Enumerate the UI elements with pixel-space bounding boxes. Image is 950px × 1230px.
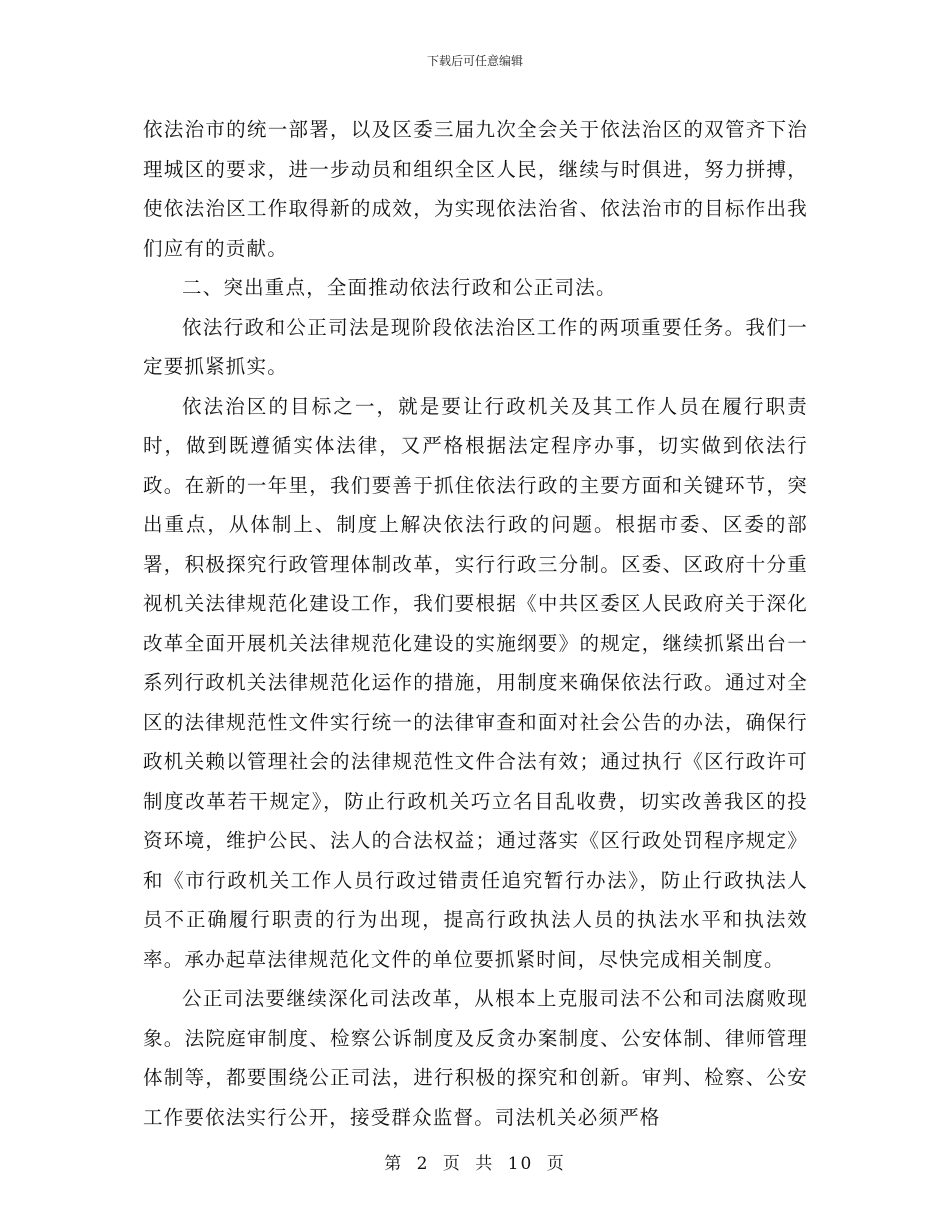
paragraph: 依法治区的目标之一，就是要让行政机关及其工作人员在履行职责时，做到既遵循实体法律，又严格根据法定程序办事，切实做到依法行政。在新的一年里，我们要善于抓住依法行政的主要方面和关键环节，突出重点，从体制上、制度上解决依法行政的问题。根据市委、区委的部署，积极探究行政管理体制改革，实行行政三分制。区委、区政府十分重视机关法律规范化建设工作，我们要根据《中共区委区人民政府关于深化改革全面开展机关法律规范化建设的实施纲要》的规定，继续抓紧出台一系列行政机关法律规范化运作的措施，用制度来确保依法行政。通过对全区的法律规范性文件实行统一的法律审查和面对社会公告的办法，确保行政机关赖以管理社会的法律规范性文件合法有效；通过执行《区行政许可制度改革若干规定》，防止行政机关巧立名目乱收费，切实改善我区的投资环境，维护公民、法人的合法权益；通过落实《区行政处罚程序规定》和《市行政机关工作人员行政过错责任追究暂行办法》，防止行政执法人员不正确履行职责的行为出现，提高行政执法人员的执法水平和执法效率。承办起草法律规范化文件的单位要抓紧时间，尽快完成相关制度。 bbox=[143, 394, 808, 971]
section-heading: 二、突出重点，全面推动依法行政和公正司法。 bbox=[182, 276, 617, 299]
paragraph: 公正司法要继续深化司法改革，从根本上克服司法不公和司法腐败现象。法院庭审制度、检察公诉制度及反贪办案制度、公安体制、律师管理体制等，都要围绕公正司法，进行积极的探究和创新。审判、检察、公安工作要依法实行公开，接受群众监督。司法机关必须严格 bbox=[143, 987, 808, 1129]
document-body bbox=[143, 110, 808, 1137]
page-number: 第 2 页 共 10 页 bbox=[384, 1154, 566, 1174]
paragraph-continuation: 依法治市的统一部署，以及区委三届九次全会关于依法治区的双管齐下治理城区的要求，进一步动员和组织全区人民，继续与时俱进，努力拼搏，使依法治区工作取得新的成效，为实现依法治省、依法治市的目标作出我们应有的贡献。 bbox=[143, 118, 808, 260]
paragraph: 依法行政和公正司法是现阶段依法治区工作的两项重要任务。我们一定要抓紧抓实。 bbox=[143, 315, 808, 378]
header-note: 下载后可任意编辑 bbox=[426, 54, 523, 68]
